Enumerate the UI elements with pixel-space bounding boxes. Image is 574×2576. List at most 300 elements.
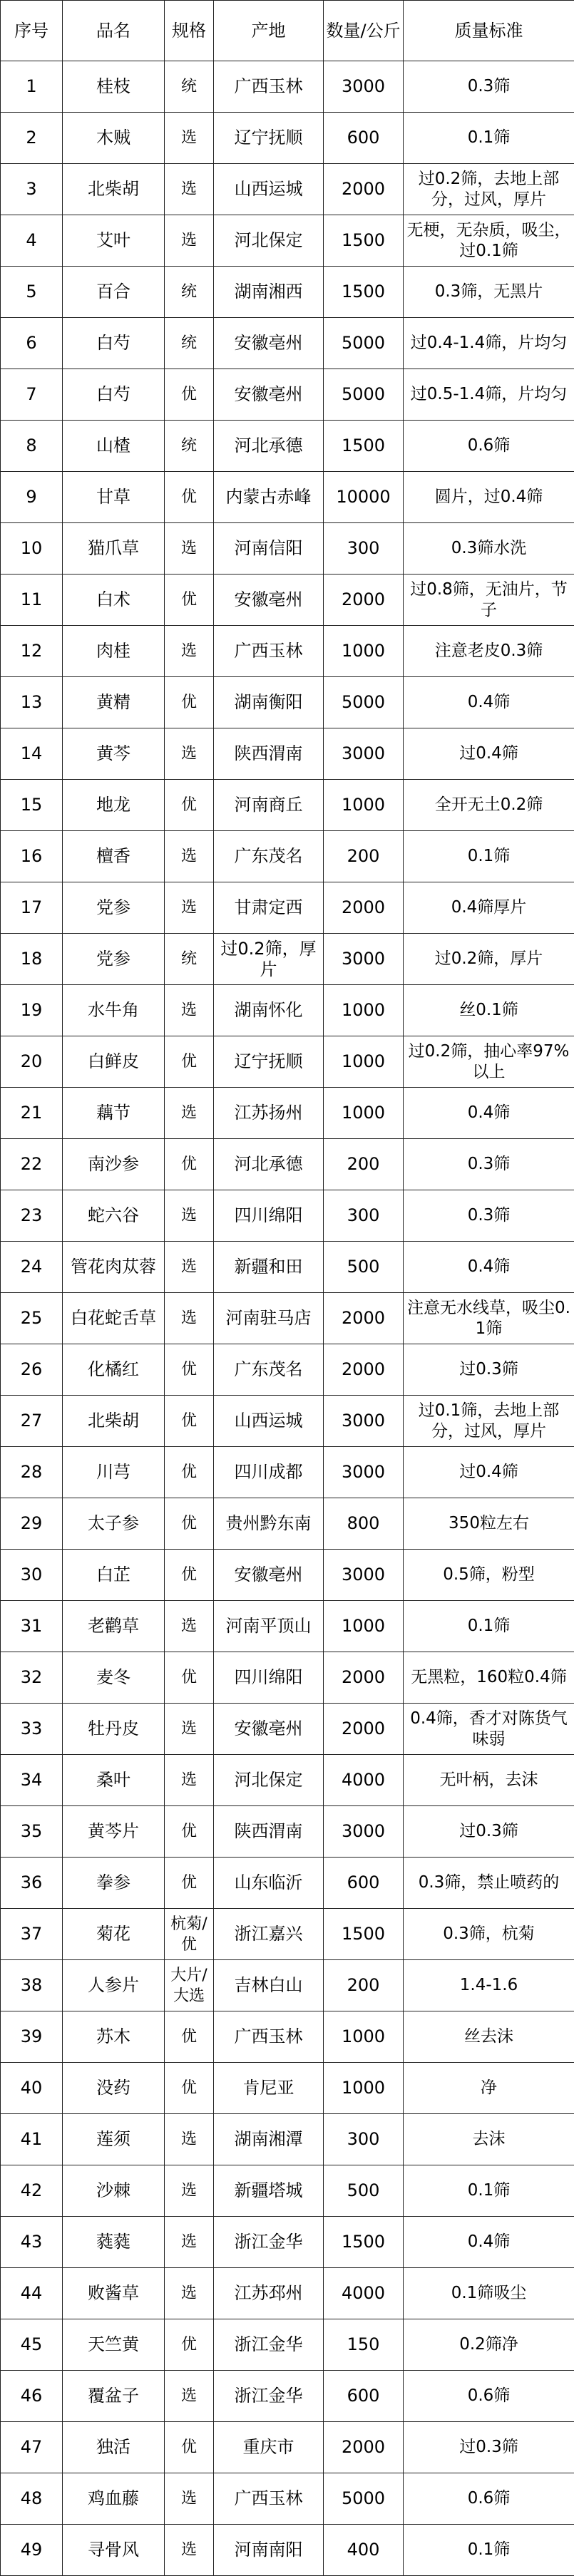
table-row — [1, 728, 574, 780]
cell-origin: 广西玉林 — [214, 2473, 324, 2525]
cell-index: 44 — [1, 2268, 63, 2319]
cell-quality-standard: 过0.3筛 — [404, 1344, 574, 1396]
cell-origin: 安徽亳州 — [214, 1704, 324, 1755]
cell-spec: 统 — [165, 61, 214, 113]
cell-origin: 山东临沂 — [214, 1858, 324, 1909]
cell-spec: 选 — [165, 523, 214, 575]
cell-spec: 选 — [165, 1293, 214, 1344]
cell-index: 10 — [1, 523, 63, 575]
cell-spec: 选 — [165, 1088, 214, 1139]
cell-quality-standard: 1.4-1.6 — [404, 1960, 574, 2011]
cell-spec: 选 — [165, 1755, 214, 1806]
cell-spec: 选 — [165, 113, 214, 164]
cell-quality-standard: 圆片，过0.4筛 — [404, 472, 574, 523]
table-row — [1, 1344, 574, 1396]
cell-product-name: 猫爪草 — [63, 523, 165, 575]
cell-product-name: 白花蛇舌草 — [63, 1293, 165, 1344]
cell-quality-standard: 0.3筛 — [404, 1190, 574, 1242]
table-row — [1, 1190, 574, 1242]
cell-quality-standard: 0.4筛厚片 — [404, 882, 574, 934]
cell-quality-standard: 注意老皮0.3筛 — [404, 626, 574, 677]
cell-origin: 湖南怀化 — [214, 985, 324, 1036]
cell-product-name: 藕节 — [63, 1088, 165, 1139]
cell-quantity: 150 — [324, 2319, 404, 2371]
cell-quality-standard: 0.2筛净 — [404, 2319, 574, 2371]
header-quantity: 数量/公斤 — [324, 1, 404, 61]
table-row — [1, 61, 574, 113]
table-row — [1, 934, 574, 985]
cell-spec: 选 — [165, 2268, 214, 2319]
cell-quality-standard: 过0.3筛 — [404, 2422, 574, 2473]
cell-quantity: 400 — [324, 2525, 404, 2576]
cell-index: 20 — [1, 1036, 63, 1088]
cell-quantity: 5000 — [324, 2473, 404, 2525]
table-row — [1, 882, 574, 934]
cell-quality-standard: 0.1筛 — [404, 1601, 574, 1652]
cell-quality-standard: 0.3筛，无黑片 — [404, 267, 574, 318]
table-row — [1, 2011, 574, 2063]
cell-quantity: 1500 — [324, 215, 404, 267]
cell-spec: 优 — [165, 575, 214, 626]
cell-origin: 四川绵阳 — [214, 1190, 324, 1242]
cell-quality-standard: 0.4筛 — [404, 1088, 574, 1139]
table-row — [1, 2473, 574, 2525]
cell-spec: 选 — [165, 1601, 214, 1652]
cell-spec: 选 — [165, 2525, 214, 2576]
table-row — [1, 1293, 574, 1344]
cell-product-name: 太子参 — [63, 1498, 165, 1550]
cell-index: 9 — [1, 472, 63, 523]
cell-product-name: 黄芩 — [63, 728, 165, 780]
cell-spec: 优 — [165, 2422, 214, 2473]
cell-origin: 甘肃定西 — [214, 882, 324, 934]
cell-quantity: 200 — [324, 831, 404, 882]
cell-quality-standard: 丝去沫 — [404, 2011, 574, 2063]
cell-spec: 选 — [165, 164, 214, 215]
cell-index: 14 — [1, 728, 63, 780]
cell-quality-standard: 过0.4-1.4筛，片均匀 — [404, 318, 574, 369]
cell-index: 3 — [1, 164, 63, 215]
cell-quality-standard: 0.3筛 — [404, 61, 574, 113]
cell-spec: 统 — [165, 318, 214, 369]
cell-quality-standard: 过0.4筛 — [404, 1447, 574, 1498]
cell-origin: 重庆市 — [214, 2422, 324, 2473]
cell-index: 36 — [1, 1858, 63, 1909]
cell-origin: 辽宁抚顺 — [214, 113, 324, 164]
cell-quality-standard: 全开无土0.2筛 — [404, 780, 574, 831]
table-row — [1, 1601, 574, 1652]
cell-spec: 优 — [165, 1139, 214, 1190]
cell-product-name: 白术 — [63, 575, 165, 626]
table-row — [1, 1447, 574, 1498]
table-row — [1, 2422, 574, 2473]
cell-spec: 选 — [165, 2473, 214, 2525]
table-row — [1, 2063, 574, 2114]
table-row — [1, 1704, 574, 1755]
cell-origin: 河北保定 — [214, 1755, 324, 1806]
cell-quantity: 1000 — [324, 985, 404, 1036]
cell-quantity: 2000 — [324, 164, 404, 215]
cell-origin: 广东茂名 — [214, 1344, 324, 1396]
table-row — [1, 2217, 574, 2268]
cell-spec: 统 — [165, 934, 214, 985]
cell-quality-standard: 过0.2筛，抽心率97%以上 — [404, 1036, 574, 1088]
header-quality-standard: 质量标准 — [404, 1, 574, 61]
table-row — [1, 369, 574, 421]
cell-quantity: 1000 — [324, 626, 404, 677]
cell-index: 25 — [1, 1293, 63, 1344]
cell-spec: 优 — [165, 1550, 214, 1601]
cell-spec: 优 — [165, 2011, 214, 2063]
cell-spec: 选 — [165, 2371, 214, 2422]
cell-quantity: 2000 — [324, 882, 404, 934]
cell-quantity: 2000 — [324, 575, 404, 626]
cell-index: 40 — [1, 2063, 63, 2114]
cell-origin: 广西玉林 — [214, 626, 324, 677]
cell-quantity: 300 — [324, 1190, 404, 1242]
cell-origin: 肯尼亚 — [214, 2063, 324, 2114]
cell-quantity: 800 — [324, 1498, 404, 1550]
cell-quantity: 5000 — [324, 318, 404, 369]
cell-origin: 浙江金华 — [214, 2217, 324, 2268]
cell-origin: 湖南衡阳 — [214, 677, 324, 728]
cell-quality-standard: 净 — [404, 2063, 574, 2114]
cell-spec: 优 — [165, 1396, 214, 1447]
cell-quantity: 2000 — [324, 2422, 404, 2473]
cell-quantity: 4000 — [324, 2268, 404, 2319]
table-row — [1, 472, 574, 523]
cell-product-name: 苏木 — [63, 2011, 165, 2063]
table-row — [1, 1088, 574, 1139]
cell-origin: 贵州黔东南 — [214, 1498, 324, 1550]
cell-product-name: 北柴胡 — [63, 164, 165, 215]
cell-quantity: 1000 — [324, 1601, 404, 1652]
table-header-row — [1, 1, 574, 61]
cell-quality-standard: 0.1筛 — [404, 2525, 574, 2576]
cell-spec: 大片/大选 — [165, 1960, 214, 2011]
table-row — [1, 1242, 574, 1293]
cell-quality-standard: 0.4筛，香才对陈货气味弱 — [404, 1704, 574, 1755]
cell-spec: 杭菊/优 — [165, 1909, 214, 1960]
cell-product-name: 白鲜皮 — [63, 1036, 165, 1088]
cell-origin: 辽宁抚顺 — [214, 1036, 324, 1088]
cell-index: 39 — [1, 2011, 63, 2063]
cell-origin: 安徽亳州 — [214, 575, 324, 626]
cell-quality-standard: 无叶柄，去沫 — [404, 1755, 574, 1806]
cell-spec: 优 — [165, 369, 214, 421]
cell-quantity: 1500 — [324, 267, 404, 318]
cell-spec: 统 — [165, 421, 214, 472]
cell-spec: 选 — [165, 985, 214, 1036]
cell-quality-standard: 过0.8筛，无油片，节子 — [404, 575, 574, 626]
cell-spec: 选 — [165, 2165, 214, 2217]
cell-product-name: 南沙参 — [63, 1139, 165, 1190]
header-spec: 规格 — [165, 1, 214, 61]
cell-quality-standard: 0.6筛 — [404, 2371, 574, 2422]
cell-product-name: 木贼 — [63, 113, 165, 164]
cell-origin: 河北承德 — [214, 421, 324, 472]
cell-product-name: 党参 — [63, 934, 165, 985]
cell-quality-standard: 过0.5-1.4筛，片均匀 — [404, 369, 574, 421]
cell-spec: 优 — [165, 1344, 214, 1396]
cell-quantity: 4000 — [324, 1755, 404, 1806]
cell-product-name: 蛇六谷 — [63, 1190, 165, 1242]
cell-quality-standard: 0.1筛吸尘 — [404, 2268, 574, 2319]
cell-quantity: 1000 — [324, 2063, 404, 2114]
cell-product-name: 天竺黄 — [63, 2319, 165, 2371]
cell-quantity: 2000 — [324, 1344, 404, 1396]
cell-product-name: 肉桂 — [63, 626, 165, 677]
cell-spec: 选 — [165, 215, 214, 267]
cell-quality-standard: 0.4筛 — [404, 677, 574, 728]
cell-quality-standard: 0.4筛 — [404, 1242, 574, 1293]
cell-quantity: 1500 — [324, 2217, 404, 2268]
table-row — [1, 1550, 574, 1601]
cell-origin: 内蒙古赤峰 — [214, 472, 324, 523]
cell-index: 11 — [1, 575, 63, 626]
cell-product-name: 白芍 — [63, 318, 165, 369]
cell-quantity: 2000 — [324, 1293, 404, 1344]
cell-index: 35 — [1, 1806, 63, 1858]
cell-product-name: 牡丹皮 — [63, 1704, 165, 1755]
cell-quality-standard: 0.1筛 — [404, 2165, 574, 2217]
cell-origin: 安徽亳州 — [214, 1550, 324, 1601]
cell-index: 16 — [1, 831, 63, 882]
cell-product-name: 化橘红 — [63, 1344, 165, 1396]
cell-quantity: 3000 — [324, 728, 404, 780]
cell-product-name: 独活 — [63, 2422, 165, 2473]
cell-product-name: 寻骨风 — [63, 2525, 165, 2576]
cell-quality-standard: 0.6筛 — [404, 2473, 574, 2525]
cell-index: 30 — [1, 1550, 63, 1601]
cell-quality-standard: 过0.2筛，厚片 — [404, 934, 574, 985]
cell-product-name: 蕤蕤 — [63, 2217, 165, 2268]
table-row — [1, 113, 574, 164]
table-row — [1, 2165, 574, 2217]
cell-index: 38 — [1, 1960, 63, 2011]
cell-spec: 优 — [165, 1036, 214, 1088]
table-row — [1, 318, 574, 369]
cell-quantity: 3000 — [324, 1550, 404, 1601]
cell-quantity: 300 — [324, 2114, 404, 2165]
cell-quantity: 2000 — [324, 1704, 404, 1755]
cell-index: 5 — [1, 267, 63, 318]
cell-index: 22 — [1, 1139, 63, 1190]
cell-origin: 浙江嘉兴 — [214, 1909, 324, 1960]
cell-index: 2 — [1, 113, 63, 164]
cell-quantity: 3000 — [324, 1806, 404, 1858]
cell-origin: 河南平顶山 — [214, 1601, 324, 1652]
cell-index: 28 — [1, 1447, 63, 1498]
cell-quantity: 2000 — [324, 1652, 404, 1704]
cell-index: 23 — [1, 1190, 63, 1242]
cell-origin: 江苏邳州 — [214, 2268, 324, 2319]
cell-product-name: 白芷 — [63, 1550, 165, 1601]
cell-product-name: 黄芩片 — [63, 1806, 165, 1858]
cell-index: 31 — [1, 1601, 63, 1652]
table-row — [1, 1909, 574, 1960]
cell-product-name: 桑叶 — [63, 1755, 165, 1806]
cell-spec: 选 — [165, 2217, 214, 2268]
cell-origin: 河南驻马店 — [214, 1293, 324, 1344]
table-row — [1, 1652, 574, 1704]
cell-index: 29 — [1, 1498, 63, 1550]
table-row — [1, 677, 574, 728]
cell-quantity: 1000 — [324, 1036, 404, 1088]
cell-origin: 广西玉林 — [214, 2011, 324, 2063]
cell-quality-standard: 过0.4筛 — [404, 728, 574, 780]
cell-spec: 选 — [165, 1704, 214, 1755]
cell-origin: 过0.2筛，厚片 — [214, 934, 324, 985]
cell-quality-standard: 去沫 — [404, 2114, 574, 2165]
table-row — [1, 164, 574, 215]
cell-origin: 四川绵阳 — [214, 1652, 324, 1704]
cell-quality-standard: 0.5筛，粉型 — [404, 1550, 574, 1601]
cell-index: 37 — [1, 1909, 63, 1960]
cell-quantity: 3000 — [324, 61, 404, 113]
cell-index: 46 — [1, 2371, 63, 2422]
table-row — [1, 1858, 574, 1909]
table-row — [1, 780, 574, 831]
cell-quality-standard: 0.3筛水洗 — [404, 523, 574, 575]
cell-index: 45 — [1, 2319, 63, 2371]
table-row — [1, 1498, 574, 1550]
cell-origin: 新疆塔城 — [214, 2165, 324, 2217]
cell-product-name: 菊花 — [63, 1909, 165, 1960]
cell-product-name: 老鹳草 — [63, 1601, 165, 1652]
cell-spec: 选 — [165, 1190, 214, 1242]
table-row — [1, 2319, 574, 2371]
cell-origin: 河北承德 — [214, 1139, 324, 1190]
cell-origin: 河南南阳 — [214, 2525, 324, 2576]
cell-quantity: 600 — [324, 113, 404, 164]
cell-product-name: 川芎 — [63, 1447, 165, 1498]
cell-spec: 优 — [165, 1447, 214, 1498]
cell-product-name: 没药 — [63, 2063, 165, 2114]
cell-product-name: 百合 — [63, 267, 165, 318]
cell-quantity: 1500 — [324, 421, 404, 472]
cell-quantity: 600 — [324, 2371, 404, 2422]
table-row — [1, 2525, 574, 2576]
cell-quality-standard: 0.3筛，禁止喷药的 — [404, 1858, 574, 1909]
cell-index: 7 — [1, 369, 63, 421]
cell-origin: 山西运城 — [214, 1396, 324, 1447]
cell-spec: 优 — [165, 472, 214, 523]
cell-spec: 优 — [165, 780, 214, 831]
cell-index: 48 — [1, 2473, 63, 2525]
cell-quantity: 200 — [324, 1960, 404, 2011]
cell-quantity: 500 — [324, 2165, 404, 2217]
header-product-name: 品名 — [63, 1, 165, 61]
cell-origin: 广西玉林 — [214, 61, 324, 113]
cell-quantity: 1000 — [324, 1088, 404, 1139]
cell-origin: 吉林白山 — [214, 1960, 324, 2011]
cell-index: 49 — [1, 2525, 63, 2576]
cell-product-name: 人参片 — [63, 1960, 165, 2011]
cell-quantity: 600 — [324, 1858, 404, 1909]
cell-product-name: 党参 — [63, 882, 165, 934]
cell-quality-standard: 0.3筛，杭菊 — [404, 1909, 574, 1960]
cell-quantity: 5000 — [324, 677, 404, 728]
cell-index: 13 — [1, 677, 63, 728]
cell-product-name: 覆盆子 — [63, 2371, 165, 2422]
cell-product-name: 山楂 — [63, 421, 165, 472]
cell-index: 32 — [1, 1652, 63, 1704]
cell-index: 19 — [1, 985, 63, 1036]
table-row — [1, 1036, 574, 1088]
table-row — [1, 1396, 574, 1447]
cell-product-name: 桂枝 — [63, 61, 165, 113]
table-row — [1, 2268, 574, 2319]
cell-index: 18 — [1, 934, 63, 985]
cell-product-name: 北柴胡 — [63, 1396, 165, 1447]
cell-product-name: 地龙 — [63, 780, 165, 831]
cell-quantity: 1000 — [324, 780, 404, 831]
cell-quality-standard: 过0.3筛 — [404, 1806, 574, 1858]
cell-origin: 湖南湘西 — [214, 267, 324, 318]
cell-spec: 优 — [165, 1498, 214, 1550]
cell-quantity: 1500 — [324, 1909, 404, 1960]
table-row — [1, 523, 574, 575]
cell-quality-standard: 0.6筛 — [404, 421, 574, 472]
header-origin: 产地 — [214, 1, 324, 61]
cell-index: 47 — [1, 2422, 63, 2473]
cell-origin: 山西运城 — [214, 164, 324, 215]
cell-index: 26 — [1, 1344, 63, 1396]
cell-quality-standard: 无黑粒，160粒0.4筛 — [404, 1652, 574, 1704]
cell-origin: 新疆和田 — [214, 1242, 324, 1293]
cell-index: 27 — [1, 1396, 63, 1447]
cell-origin: 湖南湘潭 — [214, 2114, 324, 2165]
cell-quality-standard: 0.4筛 — [404, 2217, 574, 2268]
cell-index: 8 — [1, 421, 63, 472]
cell-quality-standard: 注意无水线草，吸尘0.1筛 — [404, 1293, 574, 1344]
cell-product-name: 麦冬 — [63, 1652, 165, 1704]
cell-quantity: 1000 — [324, 2011, 404, 2063]
cell-spec: 优 — [165, 677, 214, 728]
cell-quantity: 200 — [324, 1139, 404, 1190]
table-row — [1, 1139, 574, 1190]
table-row — [1, 215, 574, 267]
cell-index: 17 — [1, 882, 63, 934]
cell-quality-standard: 过0.2筛，去地上部分，过风，厚片 — [404, 164, 574, 215]
table-row — [1, 1960, 574, 2011]
cell-index: 1 — [1, 61, 63, 113]
cell-product-name: 败酱草 — [63, 2268, 165, 2319]
cell-origin: 陕西渭南 — [214, 1806, 324, 1858]
cell-index: 42 — [1, 2165, 63, 2217]
cell-index: 34 — [1, 1755, 63, 1806]
cell-index: 33 — [1, 1704, 63, 1755]
cell-origin: 江苏扬州 — [214, 1088, 324, 1139]
cell-product-name: 檀香 — [63, 831, 165, 882]
cell-origin: 浙江金华 — [214, 2319, 324, 2371]
table-row — [1, 267, 574, 318]
cell-product-name: 白芍 — [63, 369, 165, 421]
cell-origin: 广东茂名 — [214, 831, 324, 882]
cell-index: 43 — [1, 2217, 63, 2268]
table-row — [1, 2114, 574, 2165]
cell-product-name: 水牛角 — [63, 985, 165, 1036]
cell-index: 6 — [1, 318, 63, 369]
cell-origin: 河南信阳 — [214, 523, 324, 575]
cell-quality-standard: 350粒左右 — [404, 1498, 574, 1550]
cell-quality-standard: 0.3筛 — [404, 1139, 574, 1190]
cell-origin: 河南商丘 — [214, 780, 324, 831]
cell-quantity: 300 — [324, 523, 404, 575]
cell-index: 15 — [1, 780, 63, 831]
cell-quantity: 3000 — [324, 934, 404, 985]
